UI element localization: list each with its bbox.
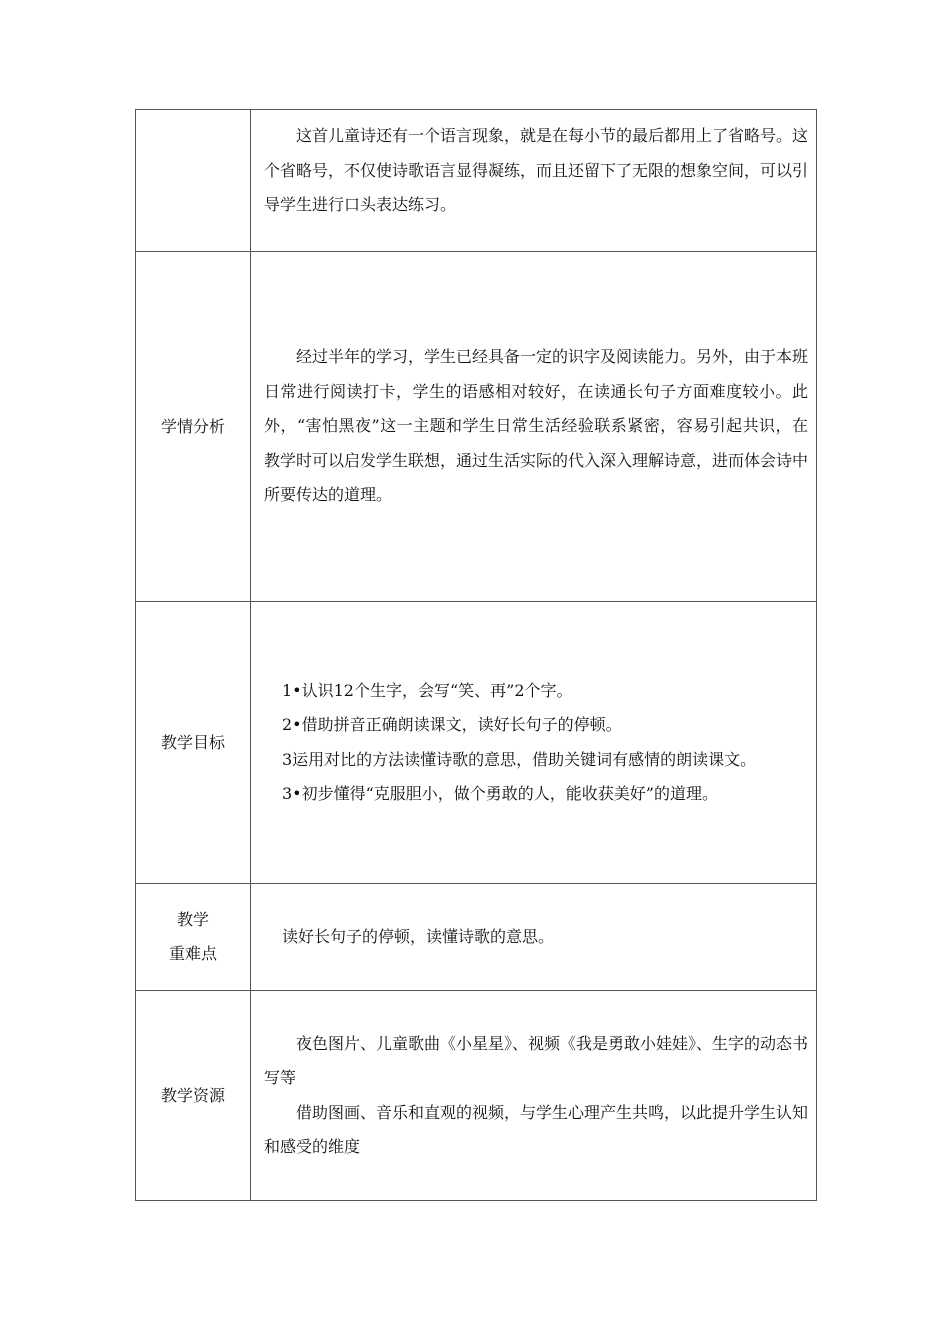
key-points-label-line1: 教学 [176,910,209,929]
resources-content [251,991,817,1201]
resources-label: 教学资源 [136,991,251,1201]
learning-analysis-paragraph: 经过半年的学习，学生已经具备一定的识字及阅读能力。另外，由于本班日常进行阅读打卡，学生的语感相对较好，在读通长句子方面难度较小。此外，“害怕黑夜”这一主题和学生日常生活经验联系紧密，容易引起共识，在教学时可以启发学生联想，通过生活实际的代入深入理解诗意，进而体会诗中所要传达的道理。 [264,347,809,505]
key-points-label-line2: 重难点 [168,944,217,963]
teaching-goals-row [136,602,817,884]
teaching-goals-label: 教学目标 [136,602,251,884]
resources-row [136,991,817,1201]
goal-item-3: 3运用对比的方法读懂诗歌的意思，借助关键词有感情的朗读课文。 [282,749,757,769]
key-points-row [136,884,817,991]
goal-item-2: 2•借助拼音正确朗读课文，读好长句子的停顿。 [282,715,622,734]
goal-item-4: 3•初步懂得“克服胆小，做个勇敢的人，能收获美好”的道理。 [282,784,718,803]
intro-content [251,110,817,252]
teaching-goals-content [251,602,817,884]
goal-item-1: 1•认识12个生字，会写“笑、再”2个字。 [282,680,573,700]
resources-paragraph-1: 夜色图片、儿童歌曲《小星星》、视频《我是勇敢小娃娃》、生字的动态书写等 [264,1033,809,1087]
key-points-content [251,884,817,991]
key-points-text: 读好长句子的停顿，读懂诗歌的意思。 [282,926,555,946]
learning-analysis-content [251,252,817,602]
intro-row [136,110,817,252]
learning-analysis-label: 学情分析 [136,252,251,602]
intro-paragraph: 这首儿童诗还有一个语言现象，就是在每小节的最后都用上了省略号。这个省略号，不仅使诗歌语言显得凝练，而且还留下了无限的想象空间，可以引导学生进行口头表达练习。 [264,126,809,214]
learning-analysis-row [136,252,817,602]
resources-paragraph-2: 借助图画、音乐和直观的视频，与学生心理产生共鸣，以此提升学生认知和感受的维度 [264,1102,809,1156]
lesson-plan-table [135,109,817,1201]
intro-label [136,110,251,252]
key-points-label [136,884,251,991]
